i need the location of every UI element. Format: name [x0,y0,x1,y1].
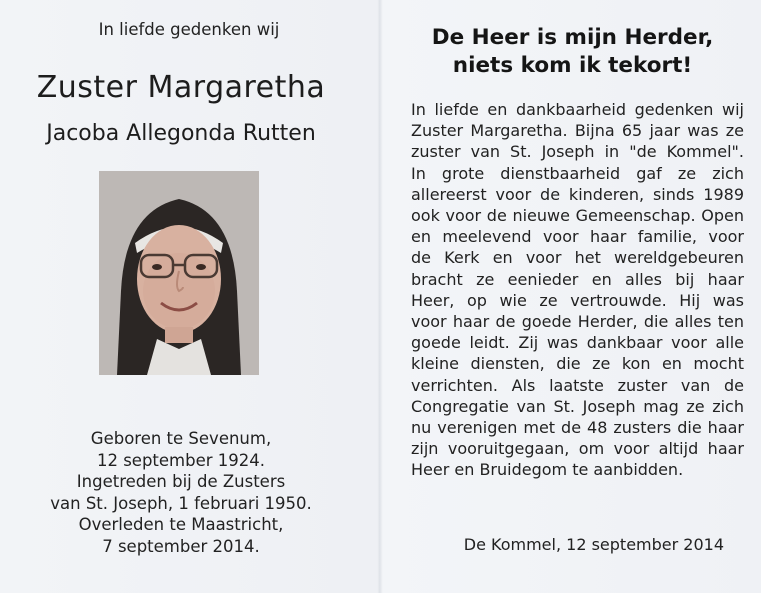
text-line: voor haar de goede Herder, die alles ten [411,312,744,332]
portrait-photo [99,171,259,375]
bio-line: 12 september 1924. [96,450,266,470]
text-line: Congregatie van St. Joseph mag ze zich [411,396,744,416]
text-line: bracht ze eenieder en alles bij haar [411,269,744,289]
text-line: kleine diensten, die ze kon en mocht [411,354,744,374]
memorial-text [411,99,744,481]
text-line: In liefde en dankbaarheid gedenken wij [411,100,744,119]
text-line: In grote dienstbaarheid gaf ze zich [411,163,744,183]
text-line: verrichten. Als laatste zuster van de [411,375,744,395]
text-line: nu verenigen met de 48 zusters die haar [411,418,744,438]
bio-line: van St. Joseph, 1 februari 1950. [50,493,312,513]
heading-line: niets kom ik tekort! [452,53,693,78]
text-line: Heer en Bruidegom te aanbidden. [411,460,684,480]
text-line: zijn vooruitgegaan, om voor altijd haar [411,439,744,459]
text-line: Heer, op wie ze vertrouwde. Hij was [411,290,744,310]
text-line: allereerst voor de kinderen, sinds 1989 [411,184,744,204]
biography [0,428,362,557]
intro-text: In liefde gedenken wij [98,20,280,39]
text-line: Zuster Margaretha. Bijna 65 jaar was ze [411,121,744,141]
text-line: en meelevend voor haar familie, voor [411,227,744,247]
text-line: goede leidt. Zij was dankbaar voor alle [411,333,744,353]
bio-line: Overleden te Maastricht, [78,515,284,534]
right-panel [384,0,761,593]
place-date: De Kommel, 12 september 2014 [463,535,724,554]
text-line: zuster van St. Joseph in "de Kommel". [411,142,744,162]
text-line: ook voor de nieuwe Gemeenschap. Open [411,206,744,226]
deceased-name: Zuster Margaretha [36,70,326,105]
heading-line: De Heer is mijn Herder, [431,25,714,50]
bio-line: Geboren te Sevenum, [90,429,272,448]
bio-line: 7 september 2014. [102,536,260,556]
left-panel [0,0,378,593]
bio-line: Ingetreden bij de Zusters [76,472,286,491]
deceased-full-name: Jacoba Allegonda Rutten [46,121,316,146]
scripture-heading [384,24,761,80]
text-line: de Kerk en voor het wereldgebeuren [411,248,744,268]
